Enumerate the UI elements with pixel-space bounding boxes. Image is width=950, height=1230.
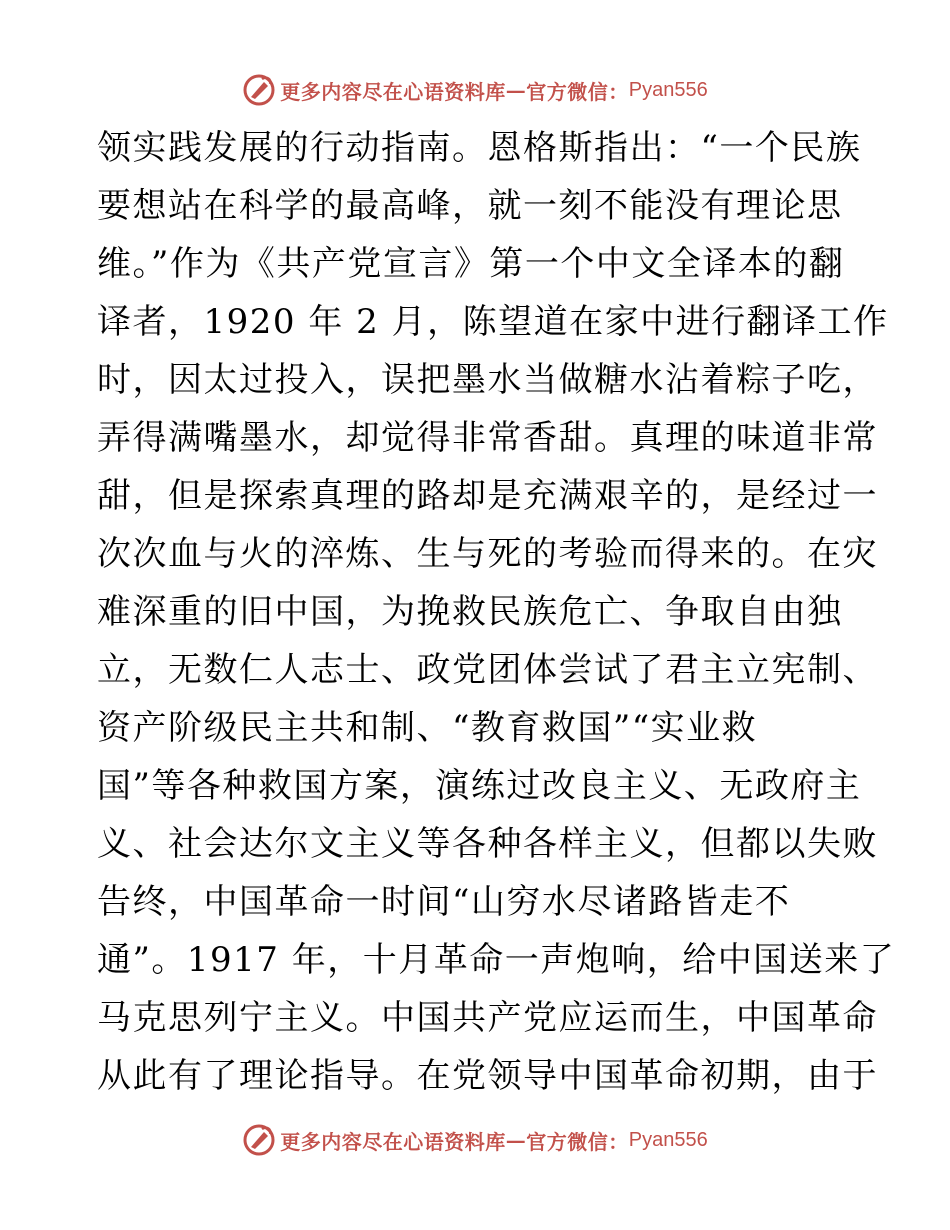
body-line: 国”等各种救国方案，演练过改良主义、无政府主	[97, 766, 862, 806]
body-line: 甜，但是探索真理的路却是充满艰辛的，是经过一	[97, 476, 878, 516]
brand-logo-icon	[242, 73, 276, 107]
body-line: 告终，中国革命一时间“山穷水尽诸路皆走不	[97, 882, 791, 922]
footer-wechat-label: 官方微信：	[526, 1129, 629, 1154]
footer-wechat-id: Pyan556	[628, 1128, 708, 1151]
body-line: 通”。1917 年，十月革命一声炮响，给中国送来了	[97, 940, 896, 980]
body-line: 维。”作为《共产党宣言》第一个中文全译本的翻	[97, 244, 845, 284]
body-line: 从此有了理论指导。在党领导中国革命初期，由于	[97, 1056, 878, 1096]
body-line: 次次血与火的淬炼、生与死的考验而得来的。在灾	[97, 534, 878, 574]
body-line: 要想站在科学的最高峰，就一刻不能没有理论思	[97, 186, 843, 226]
brand-logo-icon	[242, 1123, 276, 1157]
body-line: 资产阶级民主共和制、“教育救国”“实业救	[97, 708, 758, 748]
header-promo-text: 更多内容尽在心语资料库	[280, 79, 506, 104]
body-line: 难深重的旧中国，为挽救民族危亡、争取自由独	[97, 592, 843, 632]
body-line: 马克思列宁主义。中国共产党应运而生，中国革命	[97, 998, 878, 1038]
body-line: 立，无数仁人志士、政党团体尝试了君主立宪制、	[97, 650, 878, 690]
header-banner	[0, 70, 950, 110]
footer-separator: —	[505, 1128, 527, 1152]
header-separator: —	[505, 78, 527, 102]
body-line: 译者，1920 年 2 月，陈望道在家中进行翻译工作	[97, 302, 889, 342]
footer-banner	[0, 1120, 950, 1160]
body-line: 义、社会达尔文主义等各种各样主义，但都以失败	[97, 824, 878, 864]
body-line: 时，因太过投入，误把墨水当做糖水沾着粽子吃，	[97, 360, 878, 400]
document-body	[97, 119, 896, 1105]
footer-promo-text: 更多内容尽在心语资料库	[280, 1129, 506, 1154]
body-line: 弄得满嘴墨水，却觉得非常香甜。真理的味道非常	[97, 418, 878, 458]
body-line: 领实践发展的行动指南。恩格斯指出：“一个民族	[97, 128, 862, 168]
header-wechat-id: Pyan556	[628, 78, 708, 101]
header-wechat-label: 官方微信：	[526, 79, 629, 104]
